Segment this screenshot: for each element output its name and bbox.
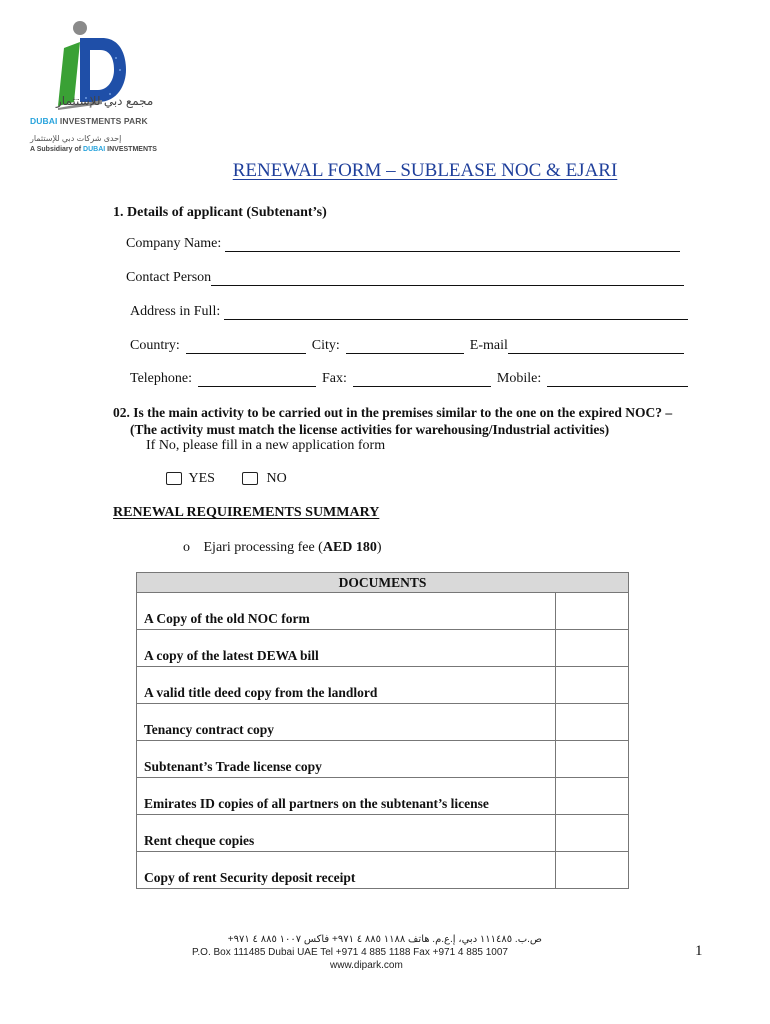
document-check-cell[interactable] xyxy=(556,852,629,889)
documents-table xyxy=(136,572,629,889)
logo-english-rest: INVESTMENTS PARK xyxy=(59,116,148,126)
bullet-icon: o xyxy=(183,540,190,555)
no-option[interactable] xyxy=(242,471,287,487)
activity-note: (The activity must match the license activities for warehousing/Industrial activities) xyxy=(130,422,610,437)
table-row xyxy=(137,667,629,704)
document-name: Rent cheque copies xyxy=(137,815,556,852)
activity-question: 02. Is the main activity to be carried out in the premises similar to the one on the expired NOC? – xyxy=(113,405,673,420)
country-label: Country: xyxy=(130,338,180,353)
yes-checkbox[interactable] xyxy=(166,472,182,485)
logo-english-prefix: DUBAI xyxy=(30,116,58,126)
telephone-fax-mobile-row xyxy=(130,371,690,387)
mobile-field[interactable] xyxy=(547,372,688,387)
requirements-heading: RENEWAL REQUIREMENTS SUMMARY xyxy=(113,505,380,520)
address-label: Address in Full: xyxy=(130,304,221,319)
address-row xyxy=(130,304,690,320)
contact-person-field[interactable] xyxy=(211,271,684,286)
fee-close: ) xyxy=(376,540,382,555)
document-check-cell[interactable] xyxy=(556,593,629,630)
table-row xyxy=(137,778,629,815)
logo-subsidiary-arabic: إحدى شركات دبي للإستثمار xyxy=(30,134,122,143)
company-name-row xyxy=(126,236,682,252)
email-field[interactable] xyxy=(508,339,684,354)
document-name: A valid title deed copy from the landlord xyxy=(137,667,556,704)
telephone-field[interactable] xyxy=(198,372,316,387)
contact-person-row xyxy=(126,270,686,286)
footer-arabic-address: ص.ب. ١١١٤٨٥ دبي، إ.ع.م. هاتف ١١٨٨ ٨٨٥ ٤ ٩٧١+ فاكس ١٠٠٧ ٨٨٥ ٤ ٩٧١+ xyxy=(227,934,542,945)
document-check-cell[interactable] xyxy=(556,741,629,778)
document-check-cell[interactable] xyxy=(556,778,629,815)
no-label: NO xyxy=(266,471,287,486)
country-city-email-row xyxy=(130,338,686,354)
page-title: RENEWAL FORM – SUBLEASE NOC & EJARI xyxy=(232,160,618,181)
document-name: Emirates ID copies of all partners on the subtenant’s license xyxy=(137,778,556,815)
section1-heading: 1. Details of applicant (Subtenant’s) xyxy=(113,205,327,220)
footer-website: www.dipark.com xyxy=(330,960,403,971)
logo-subsidiary-english xyxy=(30,146,157,153)
logo-subsidiary-rest: INVESTMENTS xyxy=(107,146,157,153)
activity-instruction: If No, please fill in a new application form xyxy=(146,438,386,453)
fee-text: Ejari processing fee ( xyxy=(203,540,323,555)
address-field[interactable] xyxy=(224,305,688,320)
document-check-cell[interactable] xyxy=(556,630,629,667)
document-name: Tenancy contract copy xyxy=(137,704,556,741)
document-name: A copy of the latest DEWA bill xyxy=(137,630,556,667)
logo-subsidiary-prefix: A Subsidiary of xyxy=(30,146,82,153)
document-name: Copy of rent Security deposit receipt xyxy=(137,852,556,889)
contact-person-label: Contact Person xyxy=(126,270,212,285)
fax-field[interactable] xyxy=(353,372,491,387)
email-label: E-mail xyxy=(469,338,508,353)
fee-amount: AED 180 xyxy=(322,540,377,555)
document-name: Subtenant’s Trade license copy xyxy=(137,741,556,778)
document-check-cell[interactable] xyxy=(556,815,629,852)
city-label: City: xyxy=(311,338,340,353)
company-name-label: Company Name: xyxy=(126,236,222,251)
footer-english-address: P.O. Box 111485 Dubai UAE Tel +971 4 885 1188 Fax +971 4 885 1007 xyxy=(192,947,508,958)
mobile-label: Mobile: xyxy=(496,371,542,386)
page-number: 1 xyxy=(695,943,703,959)
fax-label: Fax: xyxy=(322,371,347,386)
country-field[interactable] xyxy=(186,339,306,354)
document-name: A Copy of the old NOC form xyxy=(137,593,556,630)
table-row xyxy=(137,704,629,741)
yes-option[interactable] xyxy=(166,471,215,487)
table-row xyxy=(137,593,629,630)
yes-label: YES xyxy=(188,471,215,486)
logo-arabic-name: مجمع دبي للإستثمار xyxy=(56,94,154,108)
table-row xyxy=(137,852,629,889)
fee-item xyxy=(183,540,382,556)
document-check-cell[interactable] xyxy=(556,667,629,704)
documents-header: DOCUMENTS xyxy=(137,573,629,593)
document-check-cell[interactable] xyxy=(556,704,629,741)
company-name-field[interactable] xyxy=(225,237,680,252)
logo-subsidiary-accent: DUBAI xyxy=(83,146,106,153)
logo-english-name xyxy=(30,116,148,126)
table-row xyxy=(137,815,629,852)
table-row xyxy=(137,741,629,778)
table-row xyxy=(137,630,629,667)
city-field[interactable] xyxy=(346,339,464,354)
telephone-label: Telephone: xyxy=(130,371,192,386)
no-checkbox[interactable] xyxy=(242,472,258,485)
